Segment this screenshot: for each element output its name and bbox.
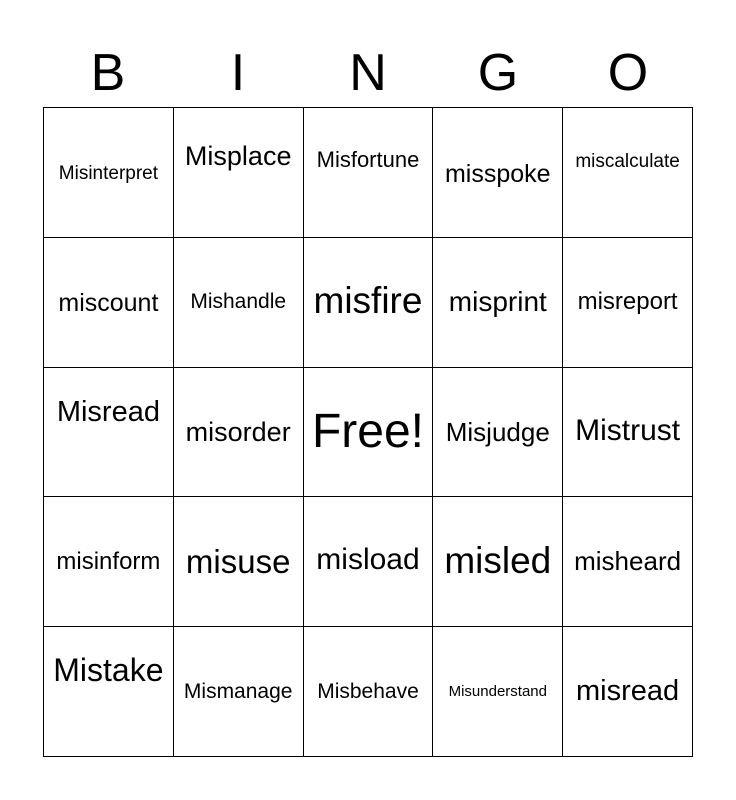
cell-word: misinform	[56, 548, 161, 576]
bingo-cell	[44, 497, 174, 627]
bingo-cell	[563, 368, 693, 498]
cell-word: miscount	[58, 288, 159, 317]
cell-word: misspoke	[444, 160, 551, 188]
bingo-cell	[433, 627, 563, 757]
cell-word: Misfortune	[316, 147, 420, 172]
header-letter-n: N	[349, 44, 387, 102]
header-letter-g: G	[477, 44, 519, 102]
cell-word: misfire	[313, 279, 423, 321]
cell-word: Mishandle	[190, 289, 287, 313]
cell-word: Mismanage	[183, 680, 293, 704]
cell-word: misreport	[577, 287, 678, 315]
bingo-cell	[44, 368, 174, 498]
bingo-cell	[44, 238, 174, 368]
bingo-cell	[44, 627, 174, 757]
bingo-cell	[433, 238, 563, 368]
cell-word: Misbehave	[317, 680, 419, 704]
bingo-cell	[174, 368, 304, 498]
cell-word: miscalculate	[575, 151, 680, 172]
bingo-cell	[433, 108, 563, 238]
header-letter-b: B	[90, 44, 126, 102]
cell-word: Mistrust	[575, 413, 681, 447]
cell-word: Misinterpret	[58, 163, 159, 184]
bingo-cell	[174, 108, 304, 238]
cell-word: Misunderstand	[448, 683, 547, 701]
cell-word: misorder	[185, 416, 291, 447]
bingo-cell	[563, 238, 693, 368]
free-space	[304, 368, 434, 498]
cell-word: misload	[316, 543, 420, 577]
bingo-cell	[174, 238, 304, 368]
bingo-cell	[44, 108, 174, 238]
bingo-header	[43, 40, 693, 106]
bingo-board	[43, 107, 693, 757]
cell-word: misuse	[185, 543, 291, 581]
bingo-cell	[563, 497, 693, 627]
bingo-cell	[174, 627, 304, 757]
header-letter-i: I	[230, 44, 246, 102]
cell-word: Mistake	[53, 652, 164, 689]
cell-word: Misplace	[184, 141, 292, 171]
bingo-cell	[304, 108, 434, 238]
bingo-cell	[304, 497, 434, 627]
cell-word: misprint	[448, 285, 547, 317]
bingo-cell	[563, 627, 693, 757]
cell-word: misheard	[574, 546, 682, 577]
bingo-cell	[433, 497, 563, 627]
bingo-cell	[433, 368, 563, 498]
cell-word: misled	[444, 540, 552, 582]
cell-word: Misread	[56, 395, 160, 428]
bingo-cell	[563, 108, 693, 238]
free-space-label: Free!	[311, 404, 424, 458]
bingo-cell	[304, 627, 434, 757]
cell-word: Misjudge	[445, 416, 550, 447]
header-letter-o: O	[607, 44, 649, 102]
bingo-cell	[304, 238, 434, 368]
bingo-cell	[174, 497, 304, 627]
cell-word: misread	[576, 675, 680, 708]
